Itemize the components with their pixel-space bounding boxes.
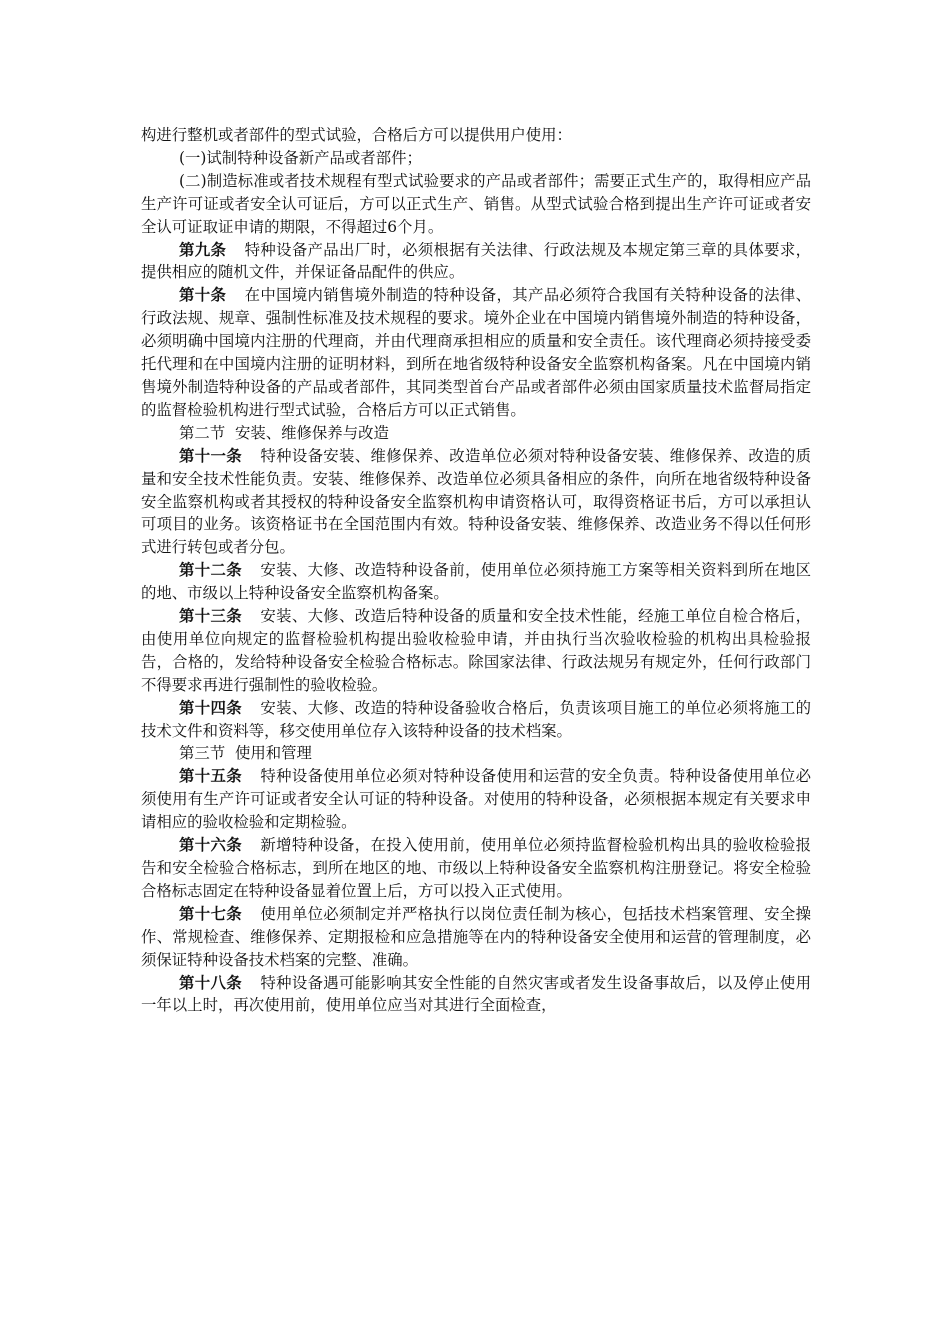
article-label: 第十条 <box>179 286 227 305</box>
article-10 <box>141 284 811 421</box>
article-17 <box>141 903 811 972</box>
article-12 <box>141 559 811 605</box>
section-heading-3: 第三节 使用和管理 <box>179 744 312 763</box>
article-label: 第十四条 <box>179 698 242 717</box>
article-text: 特种设备使用单位必须对特种设备使用和运营的安全负责。特种设备使用单位必须使用有生产许可证或者安全认可证的特种设备。对使用的特种设备，必须根据本规定有关要求申请相应的验收检验和定期检验。 <box>141 767 811 832</box>
article-text: 使用单位必须制定并严格执行以岗位责任制为核心，包括技术档案管理、安全操作、常规检查、维修保养、定期报检和应急措施等在内的特种设备安全使用和运营的管理制度，必须保证特种设备技术档案的完整、准确。 <box>141 904 811 969</box>
article-text: 安装、大修、改造后特种设备的质量和安全技术性能，经施工单位自检合格后，由使用单位向规定的监督检验机构提出验收检验申请，并由执行当次验收检验的机构出具检验报告，合格的，发给特种设备安全检验合格标志。除国家法律、行政法规另有规定外，任何行政部门不得要求再进行强制性的验收检验。 <box>141 607 811 694</box>
article-text: 在中国境内销售境外制造的特种设备，其产品必须符合我国有关特种设备的法律、行政法规、规章、强制性标准及技术规程的要求。境外企业在中国境内销售境外制造的特种设备，必须明确中国境内注册的代理商，并由代理商承担相应的质量和安全责任。该代理商必须持接受委托代理和在中国境内注册的证明材料，到所在地省级特种设备安全监察机构备案。凡在中国境内销售境外制造特种设备的产品或者部件，其同类型首台产品或者部件必须由国家质量技术监督局指定的监督检验机构进行型式试验，合格后方可以正式销售。 <box>141 286 811 419</box>
article-14 <box>141 697 811 743</box>
article-label: 第十二条 <box>179 561 242 580</box>
article-text: 安装、大修、改造特种设备前，使用单位必须持施工方案等相关资料到所在地区的地、市级以上特种设备安全监察机构备案。 <box>141 561 811 603</box>
article-label: 第十五条 <box>179 767 242 786</box>
article-label: 第十三条 <box>179 607 242 626</box>
document-page <box>141 124 811 1017</box>
article-label: 第十一条 <box>179 446 242 465</box>
article-18 <box>141 972 811 1018</box>
article-text: 特种设备遇可能影响其安全性能的自然灾害或者发生设备事故后，以及停止使用一年以上时，再次使用前，使用单位应当对其进行全面检查， <box>141 973 811 1015</box>
article-16 <box>141 834 811 903</box>
article-11 <box>141 445 811 560</box>
section-heading-2: 第二节 安装、维修保养与改造 <box>179 423 389 442</box>
article-label: 第十七条 <box>179 904 242 923</box>
article-13 <box>141 605 811 697</box>
article-text: 新增特种设备，在投入使用前，使用单位必须持监督检验机构出具的验收检验报告和安全检验合格标志，到所在地区的地、市级以上特种设备安全监察机构注册登记。将安全检验合格标志固定在特种设备显着位置上后，方可以投入正式使用。 <box>141 836 811 900</box>
list-item-1: (一)试制特种设备新产品或者部件； <box>179 148 422 167</box>
article-label: 第十八条 <box>179 973 242 992</box>
article-15 <box>141 765 811 834</box>
article-text: 特种设备产品出厂时，必须根据有关法律、行政法规及本规定第三章的具体要求，提供相应的随机文件，并保证备品配件的供应。 <box>141 240 811 282</box>
article-text: 安装、大修、改造的特种设备验收合格后，负责该项目施工的单位必须将施工的技术文件和资料等，移交使用单位存入该特种设备的技术档案。 <box>141 698 811 740</box>
paragraph-continuation: 构进行整机或者部件的型式试验，合格后方可以提供用户使用： <box>141 126 572 144</box>
article-label: 第九条 <box>179 240 227 259</box>
list-item-2: (二)制造标准或者技术规程有型式试验要求的产品或者部件；需要正式生产的，取得相应产品生产许可证或者安全认可证后，方可以正式生产、销售。从型式试验合格到提出生产许可证或者安全认可证取证申请的期限，不得超过6个月。 <box>141 171 811 236</box>
article-text: 特种设备安装、维修保养、改造单位必须对特种设备安装、维修保养、改造的质量和安全技术性能负责。安装、维修保养、改造单位必须具备相应的条件，向所在地省级特种设备安全监察机构或者其授权的特种设备安全监察机构申请资格认可，取得资格证书后，方可以承担认可项目的业务。该资格证书在全国范围内有效。特种设备安装、维修保养、改造业务不得以任何形式进行转包或者分包。 <box>141 446 811 557</box>
article-label: 第十六条 <box>179 836 242 855</box>
article-9 <box>141 239 811 285</box>
